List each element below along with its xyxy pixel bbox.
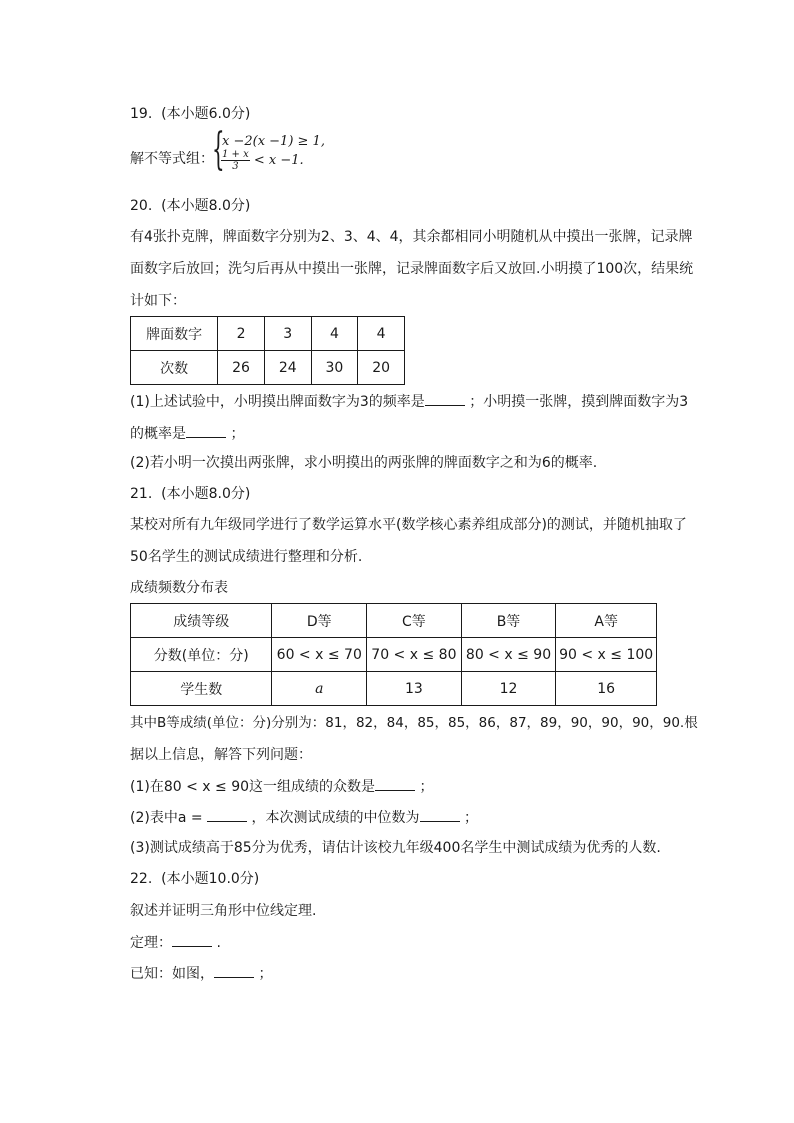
q21-table-title: 成绩频数分布表 — [130, 580, 228, 596]
system-brace: { — [212, 124, 225, 175]
q20-part1-line1 — [130, 391, 688, 412]
q21-para-line-1: 某校对所有九年级同学进行了数学运算水平(数学核心素养组成部分)的测试，并随机抽取了 — [130, 517, 687, 533]
q19-label: 解不等式组： — [130, 151, 214, 167]
q19-header: 19. (本小题6.0分) — [130, 106, 251, 122]
inequality-2-rest: < x −1. — [253, 153, 304, 168]
q21-part1-text: (1)在80 < x ≤ 90这一组成绩的众数是 — [130, 779, 376, 795]
q22-intro: 叙述并证明三角形中位线定理. — [130, 903, 317, 919]
q21-part2-text-3: ； — [463, 810, 478, 826]
score-frequency-table — [130, 603, 657, 706]
q20-part1-text-4: ； — [230, 426, 245, 442]
q21-part1-text-2: ； — [419, 779, 434, 795]
table-cell: 3 — [264, 317, 311, 351]
q21-part2-text-2: ，本次测试成绩的中位数为 — [251, 810, 420, 826]
table-cell: 2 — [218, 317, 265, 351]
card-count-table — [130, 316, 405, 385]
answer-blank[interactable] — [425, 391, 465, 406]
table-cell: 24 — [264, 351, 311, 385]
fraction-numerator: 1 + x — [222, 149, 249, 160]
table-cell: a — [272, 672, 367, 706]
table-row — [131, 672, 657, 706]
q19-inequality-1: x −2(x −1) ≥ 1, — [222, 134, 325, 149]
q20-header: 20. (本小题8.0分) — [130, 198, 251, 214]
q22-given-label: 已知：如图， — [130, 966, 214, 982]
q20-para-line-3: 计如下： — [130, 293, 186, 309]
table-cell: 80 < x ≤ 90 — [461, 638, 556, 672]
table-row — [131, 604, 657, 638]
answer-blank[interactable] — [375, 776, 415, 791]
table-cell: 牌面数字 — [131, 317, 218, 351]
table-cell: 20 — [358, 351, 405, 385]
q21-part2-text: (2)表中a = — [130, 810, 203, 826]
q20-part1-line2 — [130, 423, 244, 444]
table-cell: 成绩等级 — [131, 604, 272, 638]
q21-b-scores-line-2: 据以上信息，解答下列问题： — [130, 747, 312, 763]
answer-blank[interactable] — [214, 963, 254, 978]
fraction — [221, 149, 250, 172]
q22-theorem-end: . — [216, 935, 221, 951]
q20-part1-text-3: 的概率是 — [130, 426, 186, 442]
fraction-denominator: 3 — [232, 161, 239, 172]
q22-theorem-label: 定理： — [130, 935, 172, 951]
table-cell: 4 — [311, 317, 358, 351]
table-row — [131, 638, 657, 672]
q22-given — [130, 963, 272, 984]
table-cell: 16 — [556, 672, 657, 706]
q21-para-line-2: 50名学生的测试成绩进行整理和分析. — [130, 549, 363, 565]
q19-inequality-2 — [221, 149, 304, 172]
q20-part1-text: (1)上述试验中，小明摸出牌面数字为3的频率是 — [130, 394, 425, 410]
q20-para-line-2: 面数字后放回；洗匀后再从中摸出一张牌，记录牌面数字后又放回.小明摸了100次，结果统 — [130, 261, 694, 277]
table-cell: 90 < x ≤ 100 — [556, 638, 657, 672]
table-cell: 13 — [367, 672, 462, 706]
q21-b-scores-line: 其中B等成绩(单位：分)分别为：81，82，84，85，85，86，87，89，90，90，90，90.根 — [130, 715, 698, 731]
q20-part1-text-2: ；小明摸一张牌，摸到牌面数字为3 — [469, 394, 689, 410]
q22-given-end: ； — [258, 966, 273, 982]
table-cell: 30 — [311, 351, 358, 385]
answer-blank[interactable] — [186, 423, 226, 438]
q20-part2: (2)若小明一次摸出两张牌，求小明摸出的两张牌的牌面数字之和为6的概率. — [130, 455, 598, 471]
table-cell: 分数(单位：分) — [131, 638, 272, 672]
table-row — [131, 351, 405, 385]
table-cell: 4 — [358, 317, 405, 351]
answer-blank[interactable] — [172, 932, 212, 947]
q21-header: 21. (本小题8.0分) — [130, 486, 251, 502]
q21-part3: (3)测试成绩高于85分为优秀，请估计该校九年级400名学生中测试成绩为优秀的人数. — [130, 840, 661, 856]
table-cell: 60 < x ≤ 70 — [272, 638, 367, 672]
q22-header: 22. (本小题10.0分) — [130, 871, 260, 887]
table-cell: B等 — [461, 604, 556, 638]
q22-theorem — [130, 932, 221, 953]
q20-para-line-1: 有4张扑克牌，牌面数字分别为2、3、4、4，其余都相同小明随机从中摸出一张牌，记录牌 — [130, 229, 693, 245]
answer-blank[interactable] — [207, 807, 247, 822]
table-cell: C等 — [367, 604, 462, 638]
table-cell: A等 — [556, 604, 657, 638]
q21-part1 — [130, 776, 433, 797]
answer-blank[interactable] — [420, 807, 460, 822]
table-cell: 26 — [218, 351, 265, 385]
table-cell: 学生数 — [131, 672, 272, 706]
table-cell: D等 — [272, 604, 367, 638]
table-cell: 70 < x ≤ 80 — [367, 638, 462, 672]
q21-part2 — [130, 807, 478, 828]
table-cell: 12 — [461, 672, 556, 706]
table-cell: 次数 — [131, 351, 218, 385]
table-row — [131, 317, 405, 351]
